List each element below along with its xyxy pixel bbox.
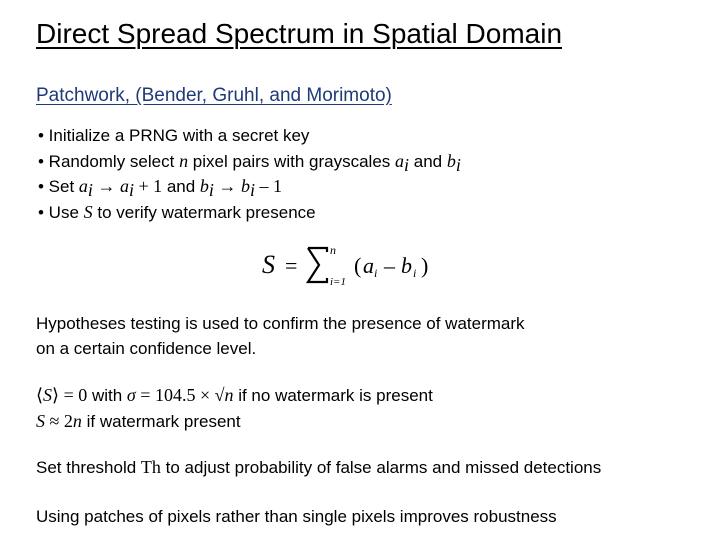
expectation-line: ⟨S⟩ = 0 with σ = 104.5 × √n if no watermark is present (36, 385, 433, 405)
bullet-item-set-values: • Set $a_i \to a_i + 1$ and $b_i \to b_i - 1$ (38, 176, 282, 200)
slide-subtitle: Patchwork, (Bender, Gruhl, and Morimoto) (36, 85, 392, 106)
hypothesis-paragraph (36, 312, 525, 361)
hypothesis-line-1: Hypotheses testing is used to confirm the presence of watermark (36, 314, 525, 333)
formula-open-paren: ( (354, 253, 362, 278)
bullet-item-select-pairs: • Randomly select n pixel pairs with grayscales $a_i$ and $b_i$ (38, 150, 461, 175)
bullet-item-use-s: • Use S to verify watermark presence (38, 201, 316, 222)
formula-minus: – (384, 253, 395, 278)
formula-b-index: i (413, 266, 417, 280)
formula-lhs: S (262, 250, 275, 279)
formula-lower-limit: i=1 (330, 276, 346, 288)
robustness-line: Using patches of pixels rather than single pixels improves robustness (36, 507, 557, 526)
formula-close-paren: ) (421, 253, 429, 278)
formula-b: b (401, 253, 412, 278)
bullet-item-prng: • Initialize a PRNG with a secret key (38, 126, 310, 145)
sum-formula (260, 240, 440, 290)
slide-title: Direct Spread Spectrum in Spatial Domain (36, 18, 563, 49)
bullet-list (38, 124, 461, 225)
sigma-icon (308, 248, 327, 282)
formula-a-index: i (374, 266, 378, 280)
threshold-line: Set threshold Th to adjust probability of false alarms and missed detections (36, 457, 602, 477)
formula-a: a (363, 253, 374, 278)
statistics-paragraph (36, 383, 433, 434)
approx-line: S ≈ 2n if watermark present (36, 410, 241, 431)
formula-upper-limit: n (330, 243, 336, 257)
formula-equals: = (285, 253, 298, 278)
hypothesis-line-2: on a certain confidence level. (36, 338, 257, 358)
